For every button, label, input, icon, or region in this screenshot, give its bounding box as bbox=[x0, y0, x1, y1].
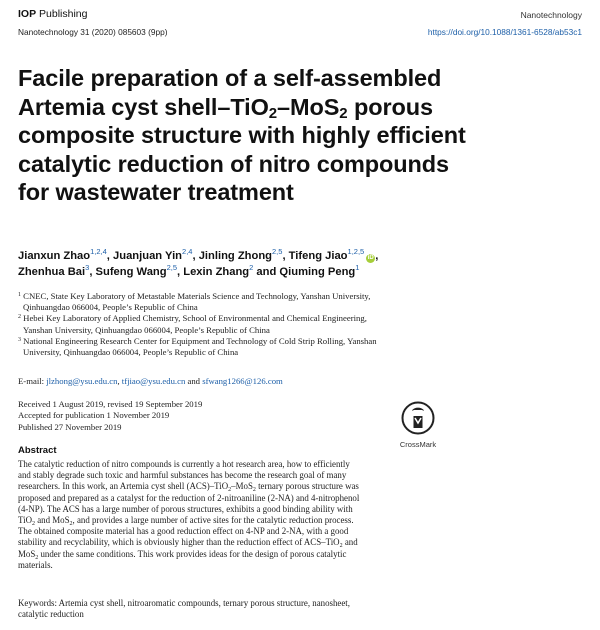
email-sep: , bbox=[117, 376, 122, 386]
abstract-sub: 2 bbox=[35, 554, 39, 561]
author-name[interactable]: Jianxun Zhao bbox=[18, 250, 91, 262]
email-line bbox=[18, 376, 283, 386]
title-sub-1: 2 bbox=[268, 104, 278, 122]
abstract-line bbox=[18, 537, 583, 548]
author-affil-sup: 1 bbox=[355, 262, 360, 272]
author-name[interactable]: Sufeng Wang bbox=[95, 265, 167, 278]
accepted-date: Accepted for publication 1 November 2019 bbox=[18, 410, 170, 421]
abstract-line bbox=[18, 549, 583, 560]
affiliation-num: 3 bbox=[18, 336, 21, 343]
abstract-segment: stability and recyclability, which is obviously higher than the reduction effect of ACS–TiO bbox=[18, 537, 340, 548]
abstract-segment: and bbox=[342, 537, 358, 548]
author-sep: , bbox=[106, 250, 114, 262]
abstract-segment: and MoS bbox=[34, 515, 70, 526]
email-label: E-mail: bbox=[18, 376, 47, 386]
received-date: Received 1 August 2019, revised 19 September 2019 bbox=[18, 399, 203, 409]
email-link-1[interactable]: jlzhong@ysu.edu.cn bbox=[46, 376, 118, 386]
title-line-2-a: Artemia cyst shell–TiO bbox=[18, 93, 269, 120]
publisher-logo bbox=[18, 8, 87, 20]
journal-name: Nanotechnology bbox=[520, 10, 582, 20]
email-link-2[interactable]: tfjiao@ysu.edu.cn bbox=[121, 376, 186, 386]
abstract-sub: 2 bbox=[252, 487, 256, 494]
abstract-segment: ternary porous structure was bbox=[255, 481, 359, 492]
abstract-sub: 2 bbox=[339, 543, 343, 550]
affiliation-line: National Engineering Research Center for Equipment and Technology of Cold Strip Rolling, Yanshan bbox=[23, 335, 377, 346]
keywords bbox=[18, 598, 583, 620]
affiliation-2 bbox=[18, 313, 588, 335]
affiliation-3 bbox=[18, 336, 588, 358]
author-affil-sup: 3 bbox=[85, 262, 90, 272]
crossmark-icon bbox=[401, 401, 435, 435]
publisher-rest: Publishing bbox=[36, 8, 88, 20]
author-affil-sup: 2,5 bbox=[166, 262, 178, 272]
email-link-3[interactable]: sfwang1266@126.com bbox=[202, 376, 283, 386]
author-sep: , bbox=[192, 250, 199, 262]
author-name[interactable]: Zhenhua Bai bbox=[18, 265, 86, 278]
abstract-line: proposed and prepared as a catalyst for the reduction of 2-nitroaniline (2-NA) and 4-nitrophenol bbox=[18, 492, 360, 503]
affiliation-line: Qinhuangdao 066004, People’s Republic of China bbox=[23, 302, 198, 313]
abstract-segment: –MoS bbox=[231, 481, 253, 492]
abstract-line: and stably degrade such toxic and harmful substances has become the research goal of many bbox=[18, 470, 347, 481]
title-line-4: catalytic reduction of nitro compounds bbox=[18, 150, 449, 177]
abstract-line bbox=[18, 481, 583, 492]
title-line-3: composite structure with highly efficient bbox=[18, 122, 466, 148]
email-sep: and bbox=[185, 376, 203, 386]
title-line-2 bbox=[18, 93, 588, 122]
author-sep: , bbox=[177, 265, 184, 278]
title-line-2-b: –MoS bbox=[277, 93, 340, 120]
abstract-heading: Abstract bbox=[18, 445, 57, 456]
author-affil-sup: 2 bbox=[249, 262, 254, 272]
published-date: Published 27 November 2019 bbox=[18, 421, 122, 432]
abstract-line bbox=[18, 515, 583, 526]
abstract-line: The catalytic reduction of nitro compounds is currently a hot research area, how to efficiently bbox=[18, 459, 350, 469]
abstract-segment: MoS bbox=[18, 548, 36, 559]
author-name[interactable]: Juanjuan Yin bbox=[113, 250, 183, 262]
abstract-line: materials. bbox=[18, 559, 53, 570]
author-affil-sup: 2,5 bbox=[272, 247, 283, 256]
author-name[interactable]: Jinling Zhong bbox=[198, 250, 273, 262]
abstract-segment: under the same conditions. This work provides ideas for the design of porous catalytic bbox=[38, 548, 347, 559]
author-sep: , bbox=[375, 250, 379, 262]
abstract-segment: TiO bbox=[18, 515, 32, 526]
keywords-line: catalytic reduction bbox=[18, 609, 84, 620]
author-name[interactable]: Lexin Zhang bbox=[183, 265, 250, 278]
abstract-sub: 2 bbox=[228, 487, 232, 494]
author-affil-sup: 2,4 bbox=[182, 247, 193, 256]
author-line-2 bbox=[18, 262, 588, 281]
author-line-1 bbox=[18, 249, 588, 265]
paper-title bbox=[18, 64, 588, 207]
affiliation-num: 2 bbox=[18, 314, 21, 321]
author-sep: , bbox=[282, 250, 289, 262]
abstract-body bbox=[18, 459, 583, 571]
crossmark-badge[interactable] bbox=[398, 401, 438, 449]
affiliation-line: Hebei Key Laboratory of Applied Chemistry, School of Environmental and Chemical Engineering, bbox=[23, 313, 367, 324]
abstract-line: (4-NP). The ACS has a large number of porous structures, exhibits a good binding ability with bbox=[18, 503, 353, 514]
crossmark-label: CrossMark bbox=[399, 440, 437, 449]
affiliation-num: 1 bbox=[18, 292, 21, 298]
affiliation-line: CNEC, State Key Laboratory of Metastable Materials Science and Technology, Yanshan University, bbox=[23, 291, 371, 301]
citation-line: Nanotechnology 31 (2020) 085603 (9pp) bbox=[18, 27, 168, 37]
author-name[interactable]: Tifeng Jiao bbox=[288, 250, 348, 262]
author-affil-sup: 1,2,4 bbox=[90, 247, 107, 256]
publisher-bold: IOP bbox=[18, 8, 37, 20]
affiliations bbox=[18, 291, 588, 358]
title-line-1: Facile preparation of a self-assembled bbox=[18, 65, 442, 91]
title-sub-2: 2 bbox=[339, 104, 348, 122]
affiliation-1 bbox=[18, 291, 588, 313]
abstract-line: The obtained composite material has a good reduction effect on 4-NP and 2-NA, with a good bbox=[18, 526, 349, 537]
author-affil-sup: 1,2,5 bbox=[347, 247, 365, 256]
publication-dates bbox=[18, 399, 202, 433]
author-sep: , bbox=[89, 265, 96, 278]
abstract-sub: 2 bbox=[31, 521, 35, 528]
abstract-sub: 2 bbox=[69, 521, 73, 528]
author-list bbox=[18, 249, 588, 280]
abstract-segment: researchers. In this work, an Artemia cyst shell (ACS)–TiO bbox=[18, 481, 229, 492]
orcid-icon[interactable]: iD bbox=[367, 255, 374, 261]
title-line-2-c: porous bbox=[347, 93, 434, 120]
author-name[interactable]: Qiuming Peng bbox=[279, 265, 356, 278]
title-line-5: for wastewater treatment bbox=[18, 179, 294, 205]
author-sep: and bbox=[253, 265, 280, 278]
doi-link[interactable]: https://doi.org/10.1088/1361-6528/ab53c1 bbox=[427, 27, 582, 37]
affiliation-line: University, Qinhuangdao 066004, People’s Republic of China bbox=[23, 347, 239, 358]
abstract-segment: , and provides a large number of active sites for the catalytic reduction process. bbox=[72, 515, 354, 526]
affiliation-line: Yanshan University, Qinhuangdao 066004, People’s Republic of China bbox=[23, 324, 270, 335]
keywords-line: Keywords: Artemia cyst shell, nitroaromatic compounds, ternary porous structure, nanosheet, bbox=[18, 598, 350, 608]
